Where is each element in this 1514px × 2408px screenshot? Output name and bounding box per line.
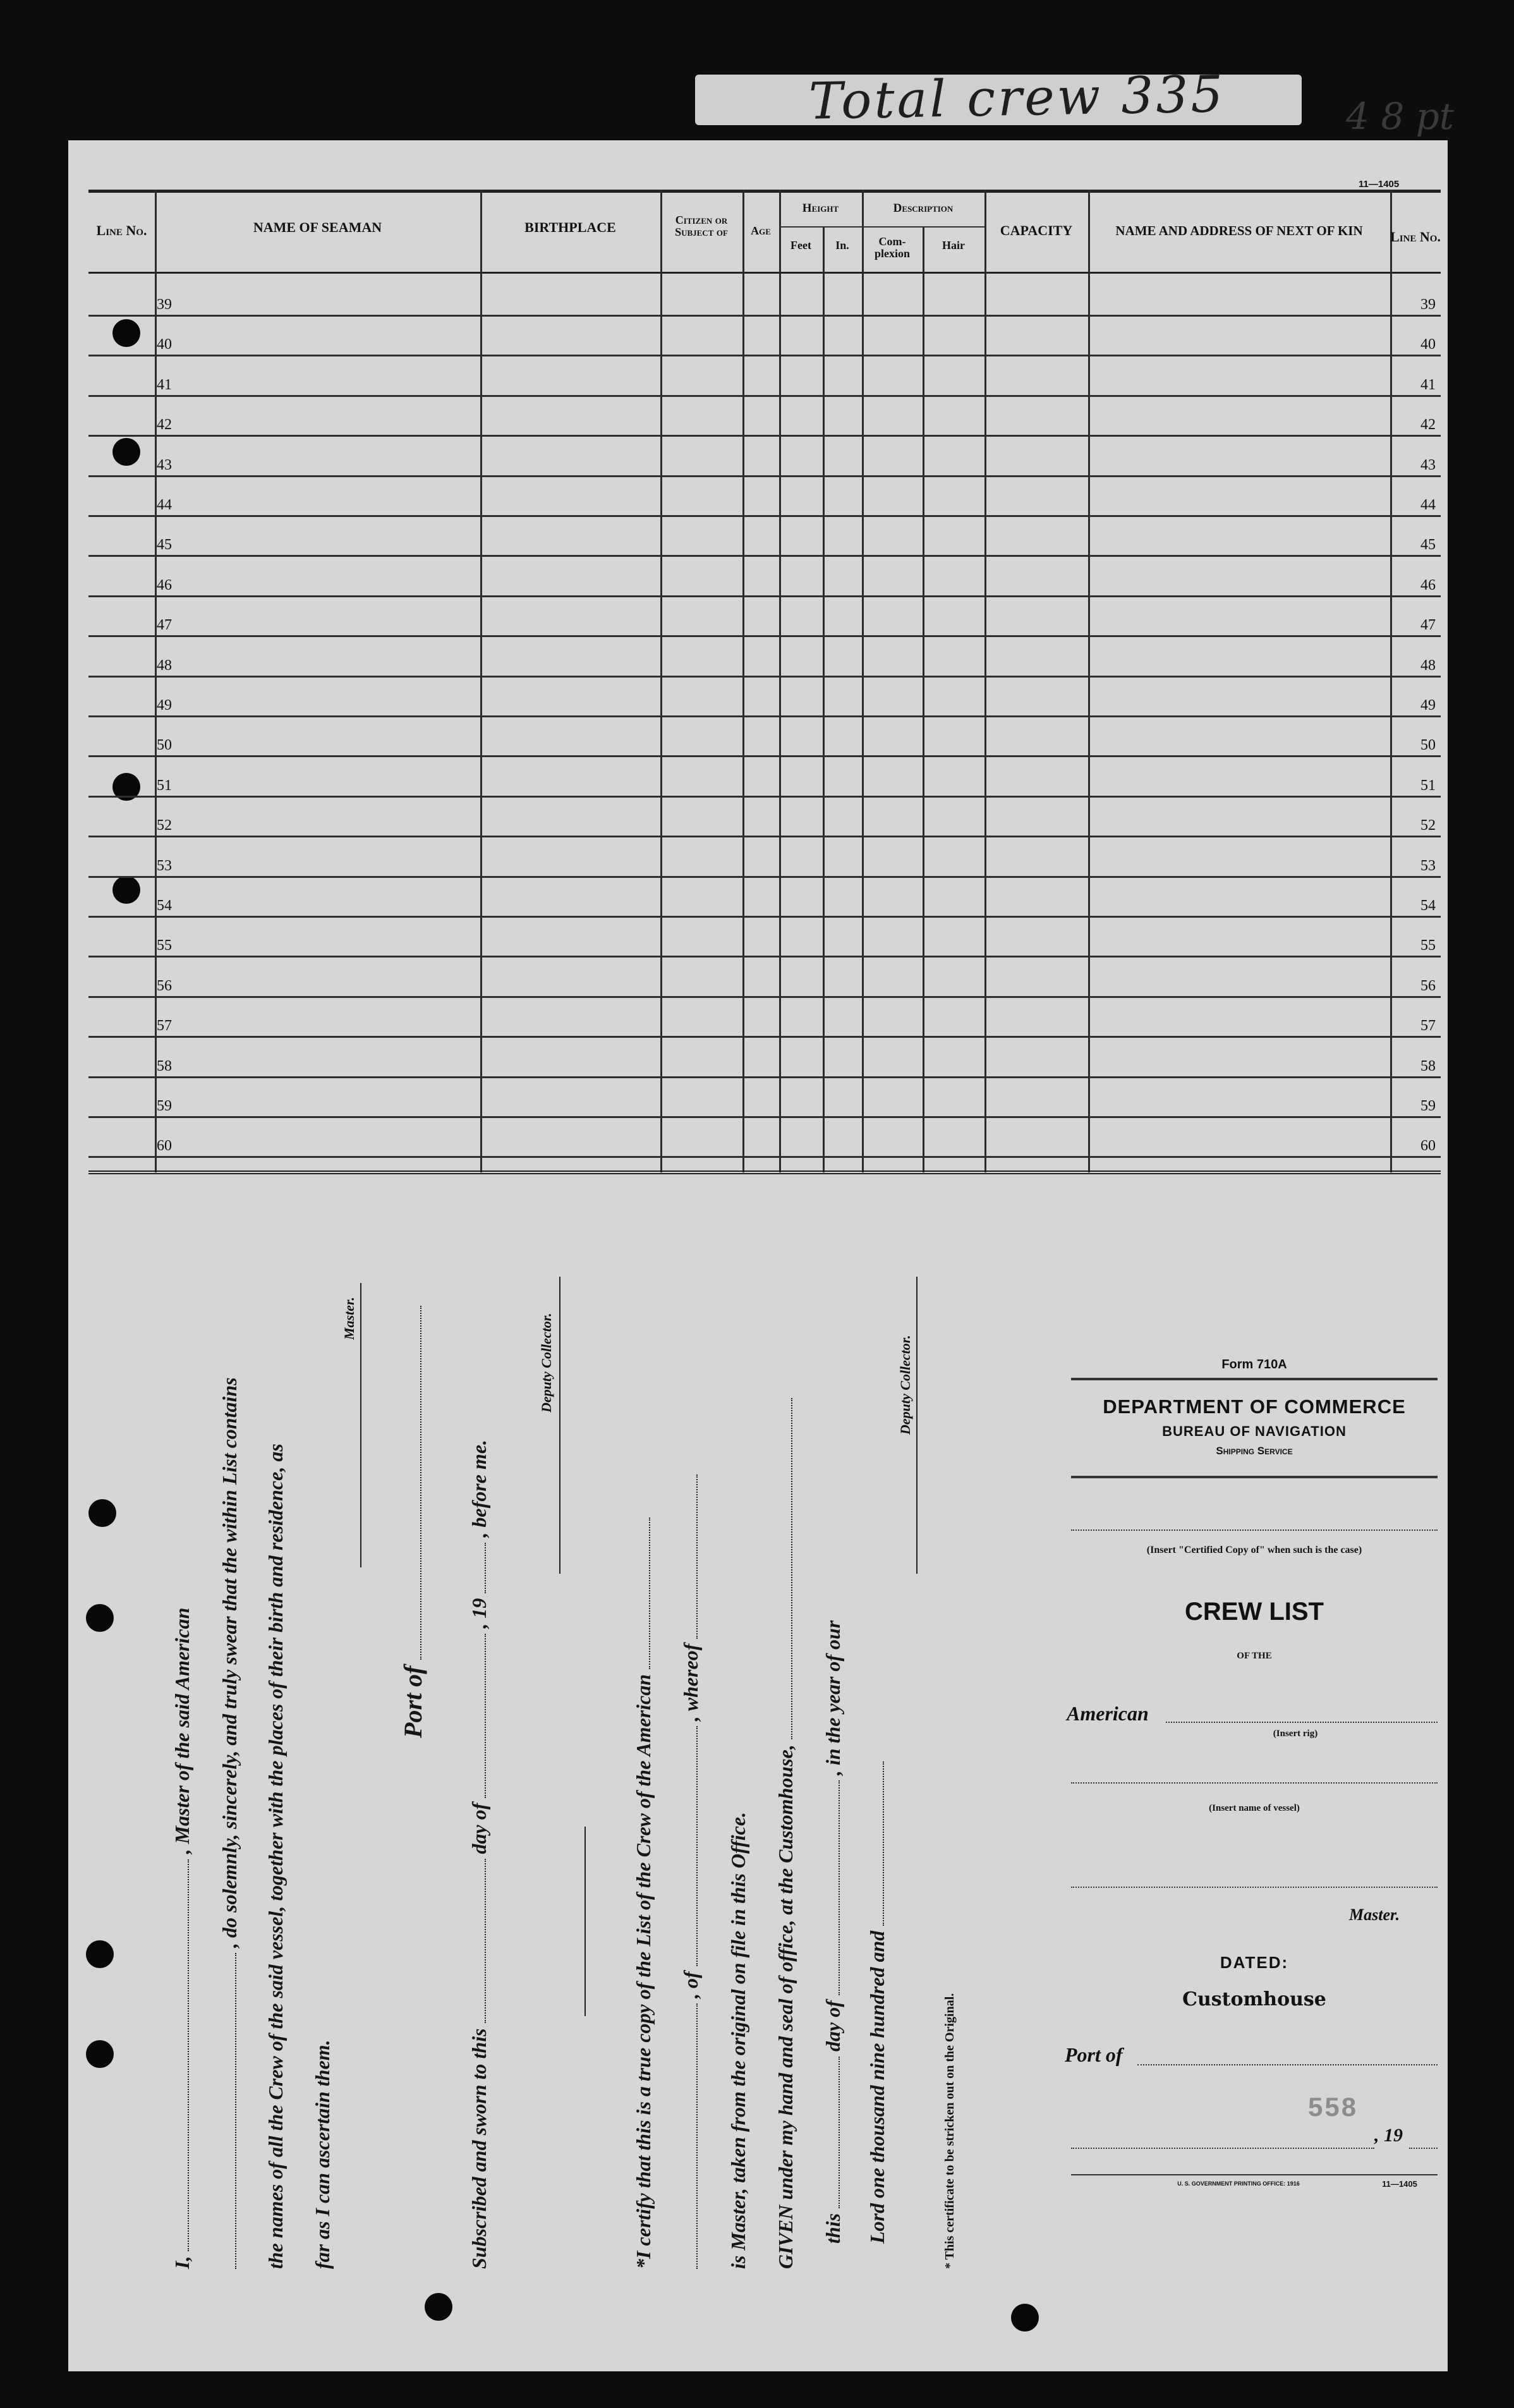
form-710a: Form 710A — [1221, 1358, 1287, 1371]
table-row[interactable] — [88, 876, 1441, 918]
line-number-left: 46 — [157, 576, 172, 593]
certify-line-2 — [679, 1475, 703, 2269]
header-capacity: CAPACITY — [1000, 222, 1073, 239]
line-number-right: 46 — [1420, 576, 1436, 593]
table-row[interactable] — [88, 796, 1441, 837]
oath-and-certificate-block — [164, 1283, 1017, 2269]
table-row[interactable] — [88, 595, 1441, 637]
customhouse-label: Customhouse — [1182, 1988, 1326, 2010]
handwritten-corner-note: 4 8 pt — [1346, 95, 1455, 138]
line-number-left: 48 — [157, 657, 172, 674]
line-number-left: 45 — [157, 537, 172, 554]
panel-bottom-rule — [1071, 2174, 1438, 2175]
line-number-right: 57 — [1420, 1018, 1436, 1035]
description-subheader-divider — [862, 226, 984, 228]
punch-hole — [86, 1940, 114, 1968]
line-number-left: 52 — [157, 817, 172, 834]
table-row[interactable] — [88, 1037, 1441, 1078]
insert-vessel-note: (Insert name of vessel) — [1209, 1803, 1300, 1813]
line-number-right: 54 — [1420, 897, 1436, 914]
table-row[interactable] — [88, 676, 1441, 717]
line-number-left: 57 — [157, 1018, 172, 1035]
of-the-label: OF THE — [1237, 1651, 1272, 1661]
table-row[interactable] — [88, 556, 1441, 597]
punch-hole — [1011, 2304, 1039, 2332]
panel-rule-2 — [1071, 1476, 1438, 1478]
line-number-left: 53 — [157, 857, 172, 874]
header-inches: In. — [835, 238, 849, 252]
handwritten-total-crew: Total crew 335 — [808, 64, 1226, 131]
department-of-commerce: DEPARTMENT OF COMMERCE — [1103, 1396, 1406, 1418]
subscribed-line — [468, 1440, 491, 2269]
table-top-border — [88, 190, 1441, 193]
port-of-blank-back[interactable] — [1137, 2048, 1438, 2065]
line-number-right: 44 — [1420, 497, 1436, 513]
table-row[interactable] — [88, 916, 1441, 958]
year-label-back: , 19 — [1374, 2125, 1403, 2146]
table-row[interactable] — [88, 715, 1441, 757]
header-height: Height — [802, 202, 839, 216]
given-year-of-our: , in the year of our — [821, 1620, 844, 1776]
line-number-left: 39 — [157, 296, 172, 313]
subscribed-text: Subscribed and sworn to this — [468, 2028, 490, 2269]
line-number-left: 54 — [157, 897, 172, 914]
punch-hole — [88, 1499, 116, 1527]
subscribed-month-blank[interactable] — [485, 1634, 486, 1798]
line-number-right: 51 — [1420, 777, 1436, 794]
line-number-right: 40 — [1420, 336, 1436, 353]
oath-i: I, — [171, 2256, 193, 2269]
table-row[interactable] — [88, 315, 1441, 356]
line-number-left: 50 — [157, 737, 172, 754]
line-number-left: 41 — [157, 376, 172, 393]
line-number-right: 48 — [1420, 657, 1436, 674]
given-lord-one-thousand: Lord one thousand nine hundred and — [866, 1930, 888, 2244]
master-signature-label: Master. — [341, 1297, 357, 1340]
year-blank-back[interactable] — [1409, 2130, 1438, 2149]
deputy-collector-signature-line[interactable] — [559, 1277, 560, 1574]
oath-line-2 — [218, 1377, 241, 2269]
header-hair: Hair — [942, 238, 965, 252]
table-bottom-border — [88, 1171, 1441, 1174]
oath-swear-text: , do solemnly, sincerely, and truly swear that the within List contains — [218, 1377, 241, 1948]
line-number-right: 59 — [1420, 1098, 1436, 1114]
insert-rig-note: (Insert rig) — [1273, 1729, 1318, 1739]
line-number-right: 52 — [1420, 817, 1436, 834]
header-line-no: Line No. — [96, 222, 147, 239]
date-blank-back[interactable] — [1071, 2130, 1374, 2149]
rig-blank[interactable] — [1166, 1706, 1438, 1723]
certify-line-1 — [632, 1517, 655, 2269]
deputy-collector-label-1: Deputy Collector. — [538, 1313, 554, 1413]
given-day-of: day of — [821, 2000, 844, 2052]
table-row[interactable] — [88, 275, 1441, 317]
header-complexion: Com-plexion — [874, 235, 910, 260]
line-number-left: 40 — [157, 336, 172, 353]
height-subheader-divider — [779, 226, 862, 228]
subscribed-year-blank[interactable] — [485, 1543, 486, 1593]
punch-hole — [86, 1604, 114, 1632]
given-line-1 — [774, 1398, 797, 2269]
table-row[interactable] — [88, 756, 1441, 798]
line-number-left: 47 — [157, 617, 172, 634]
line-number-right: 60 — [1420, 1138, 1436, 1155]
header-age: Age — [751, 224, 771, 237]
line-number-left: 49 — [157, 697, 172, 714]
deputy-collector-signature-line-2[interactable] — [916, 1277, 917, 1574]
given-text: GIVEN under my hand and seal of office, at the Customhouse, — [774, 1744, 797, 2269]
master-signature-line[interactable] — [360, 1283, 361, 1567]
line-number-right: 50 — [1420, 737, 1436, 754]
vessel-name-blank-back[interactable] — [1071, 1782, 1438, 1784]
footnote-certificate: * This certificate to be stricken out on the Original. — [943, 1993, 957, 2269]
line-number-left: 58 — [157, 1057, 172, 1074]
insert-certified-copy-note: (Insert "Certified Copy of" when such is the case) — [1146, 1545, 1362, 1555]
oath-line-3: the names of all the Crew of the said vessel, together with the places of their birth and residence, as — [264, 1444, 287, 2269]
port-of-label-back: Port of — [1065, 2043, 1123, 2066]
table-header-bottom-border — [88, 272, 1441, 274]
table-row[interactable] — [88, 1116, 1441, 1158]
header-description: Description — [893, 202, 954, 216]
port-of-heading — [398, 1306, 428, 1738]
port-of-label: Port of — [399, 1665, 427, 1738]
header-line-no-right: Line No. — [1390, 229, 1441, 245]
oath-master-of-vessel: , Master of the said American — [171, 1607, 193, 1854]
header-citizen-or-subject-of: Citizen or Subject of — [675, 214, 728, 238]
port-of-blank[interactable] — [420, 1306, 421, 1660]
given-day-blank[interactable] — [839, 2057, 840, 2208]
given-line-2 — [821, 1621, 845, 2244]
line-number-right: 47 — [1420, 617, 1436, 634]
punch-hole — [86, 2040, 114, 2068]
oath-line-4: far as I can ascertain them. — [311, 2040, 334, 2269]
line-number-right: 53 — [1420, 857, 1436, 874]
table-row[interactable] — [88, 355, 1441, 397]
american-label: American — [1067, 1702, 1149, 1725]
bureau-of-navigation: BUREAU OF NAVIGATION — [1162, 1423, 1347, 1439]
line-number-right: 56 — [1420, 977, 1436, 994]
table-row[interactable] — [88, 636, 1441, 678]
subscribed-day-blank[interactable] — [485, 1859, 486, 2023]
separator-rule — [584, 1827, 586, 2016]
line-number-left: 44 — [157, 497, 172, 513]
given-month-blank[interactable] — [839, 1780, 840, 1995]
line-number-left: 42 — [157, 417, 172, 434]
given-line-3 — [866, 1761, 889, 2244]
line-number-right: 58 — [1420, 1057, 1436, 1074]
certify-whereof: , whereof — [679, 1643, 702, 1722]
subscribed-before-me: , before me. — [468, 1439, 490, 1538]
vessel-name-blank[interactable] — [235, 1953, 236, 2269]
table-row[interactable] — [88, 996, 1441, 1038]
certify-text: *I certify that this is a true copy of the List of the Crew of the American — [632, 1674, 655, 2269]
crew-list-title: CREW LIST — [1185, 1598, 1324, 1626]
table-row[interactable] — [88, 475, 1441, 517]
certify-port-blank[interactable] — [696, 1726, 698, 1966]
line-number-right: 42 — [1420, 417, 1436, 434]
subscribed-day-of: day of — [468, 1803, 490, 1854]
line-number-left: 56 — [157, 977, 172, 994]
form-number-top: 11—1405 — [1359, 179, 1400, 190]
line-number-left: 43 — [157, 456, 172, 473]
line-number-left: 60 — [157, 1138, 172, 1155]
master-name-blank[interactable] — [188, 1859, 189, 2251]
punch-hole — [425, 2293, 452, 2321]
table-row[interactable] — [88, 956, 1441, 998]
table-row[interactable] — [88, 435, 1441, 477]
certify-vessel-blank[interactable] — [696, 2004, 698, 2269]
certify-line-3: is Master, taken from the original on file in this Office. — [727, 1811, 749, 2269]
table-row[interactable] — [88, 395, 1441, 437]
oath-line-1 — [171, 1608, 194, 2269]
header-birthplace: BIRTHPLACE — [524, 219, 616, 236]
header-name-of-seaman: NAME OF SEAMAN — [253, 219, 382, 236]
table-row[interactable] — [88, 836, 1441, 878]
line-number-right: 41 — [1420, 376, 1436, 393]
printing-office-line: U. S. GOVERNMENT PRINTING OFFICE: 1916 — [1177, 2180, 1300, 2187]
given-this: this — [821, 2213, 844, 2244]
shipping-service: Shipping Service — [1216, 1445, 1293, 1457]
given-year-blank[interactable] — [883, 1761, 884, 1926]
line-number-left: 51 — [157, 777, 172, 794]
line-number-right: 39 — [1420, 296, 1436, 313]
line-number-right: 49 — [1420, 697, 1436, 714]
page-number-stamp: 558 — [1308, 2092, 1359, 2122]
header-next-of-kin: NAME AND ADDRESS OF NEXT OF KIN — [1115, 222, 1363, 238]
certify-master-blank[interactable] — [696, 1475, 698, 1639]
dated-label: DATED: — [1220, 1953, 1289, 1972]
certify-of: , of — [679, 1971, 702, 1998]
line-number-left: 59 — [157, 1098, 172, 1114]
master-label-back: Master. — [1349, 1906, 1400, 1924]
deputy-collector-label-2: Deputy Collector. — [897, 1335, 913, 1435]
line-number-right: 55 — [1420, 937, 1436, 954]
line-number-left: 55 — [157, 937, 172, 954]
table-row[interactable] — [88, 515, 1441, 557]
line-number-right: 43 — [1420, 456, 1436, 473]
subscribed-year-prefix: , 19 — [468, 1598, 490, 1629]
certify-rig-blank[interactable] — [649, 1517, 650, 1669]
panel-top-rule — [1071, 1378, 1438, 1380]
line-number-right: 45 — [1420, 537, 1436, 554]
form-number-bottom: 11—1405 — [1382, 2179, 1417, 2189]
given-customhouse-blank[interactable] — [791, 1398, 792, 1739]
table-row[interactable] — [88, 1076, 1441, 1118]
master-name-blank-back[interactable] — [1071, 1887, 1438, 1888]
header-feet: Feet — [790, 238, 811, 252]
certified-copy-blank[interactable] — [1071, 1529, 1438, 1531]
